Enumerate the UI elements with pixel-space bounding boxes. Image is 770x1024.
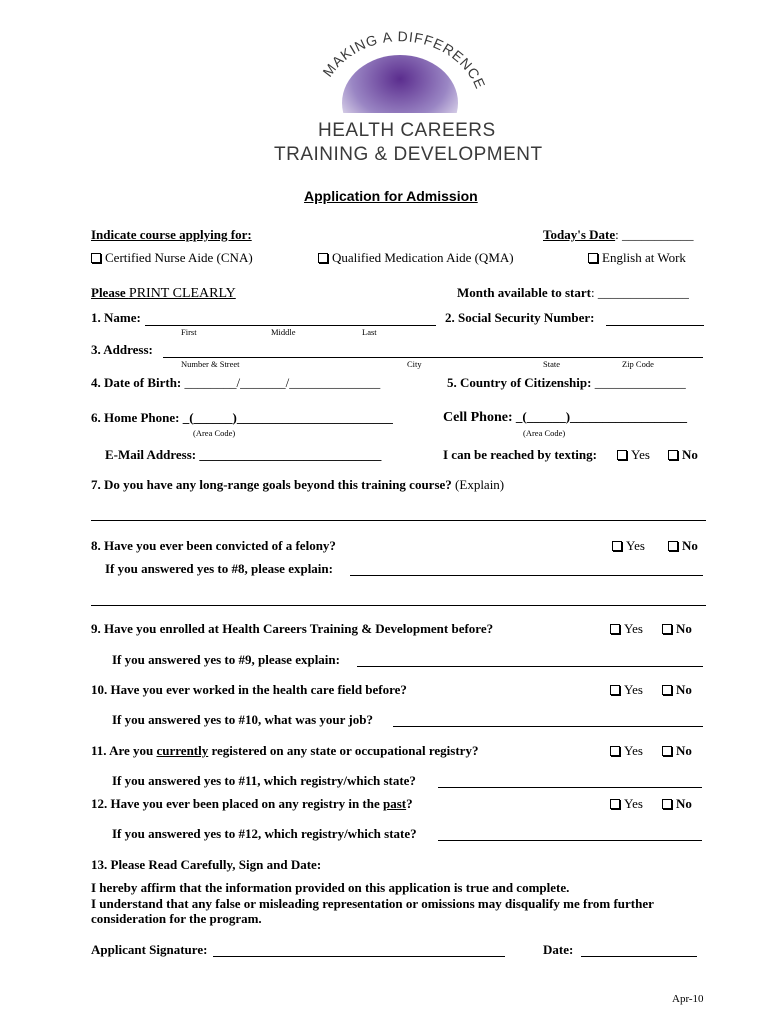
checkbox-icon[interactable] [91,253,101,263]
texting-yes[interactable]: Yes [617,447,650,463]
name-label: 1. Name: [91,310,141,325]
address-field[interactable] [163,357,703,358]
page-title: Application for Admission [304,188,478,204]
month-available[interactable]: Month available to start: ______________ [457,285,689,300]
q13-label: 13. Please Read Carefully, Sign and Date: [91,857,322,872]
q9-follow-label: If you answered yes to #9, please explain: [112,652,340,667]
q10-no[interactable]: No [662,682,692,698]
dob-field[interactable]: 4. Date of Birth: ________/_______/______________ [91,375,381,390]
citizenship-field[interactable]: 5. Country of Citizenship: ______________ [447,375,686,390]
address-sub-city: City [407,359,422,369]
address-label: 3. Address: [91,342,153,357]
q12-no[interactable]: No [662,796,692,812]
name-sub-last: Last [362,327,377,337]
todays-date[interactable]: Today's Date: ___________ [543,227,694,242]
address-sub-zip: Zip Code [622,359,654,369]
q9-label: 9. Have you enrolled at Health Careers Training & Development before? [91,621,494,636]
name-sub-middle: Middle [271,327,296,337]
logo-line-1: HEALTH CAREERS [318,120,496,141]
q9-no[interactable]: No [662,621,692,637]
q10-yes[interactable]: Yes [610,682,643,698]
q8-follow-field[interactable] [350,575,703,576]
course-option-english[interactable]: English at Work [588,250,686,266]
checkbox-icon[interactable] [662,685,672,695]
checkbox-icon[interactable] [662,624,672,634]
q8-label: 8. Have you ever been convicted of a felony? [91,538,336,553]
home-phone-field[interactable]: 6. Home Phone: _(______)________________________ [91,410,393,425]
checkbox-icon[interactable] [588,253,598,263]
footer-date: Apr-10 [672,993,704,1005]
checkbox-icon[interactable] [610,624,620,634]
q9-yes[interactable]: Yes [610,621,643,637]
signature-field[interactable] [213,956,505,957]
q10-follow-label: If you answered yes to #10, what was your job? [112,712,373,727]
ssn-label: 2. Social Security Number: [445,310,595,325]
q9-follow-field[interactable] [357,666,703,667]
course-label: Indicate course applying for: [91,227,252,242]
checkbox-icon[interactable] [610,685,620,695]
logo-arc-text: MAKING A DIFFERENCE [319,28,489,92]
q8-follow-label: If you answered yes to #8, please explain: [105,561,333,576]
checkbox-icon[interactable] [610,746,620,756]
q11-label: 11. Are you currently registered on any state or occupational registry? [91,743,479,758]
affirm-line-3: consideration for the program. [91,911,262,926]
course-option-qma[interactable]: Qualified Medication Aide (QMA) [318,250,514,266]
affirm-line-1: I hereby affirm that the information provided on this application is true and complete. [91,880,570,895]
checkbox-icon[interactable] [318,253,328,263]
q12-follow-label: If you answered yes to #12, which registry/which state? [112,826,417,841]
address-sub-state: State [543,359,560,369]
q10-follow-field[interactable] [393,726,703,727]
logo-line-2: TRAINING & DEVELOPMENT [274,144,543,165]
signature-date-field[interactable] [581,956,697,957]
q7-label: 7. Do you have any long-range goals beyond this training course? (Explain) [91,477,505,492]
q11-follow-field[interactable] [438,787,702,788]
q7-answer-line[interactable] [91,520,706,521]
checkbox-icon[interactable] [662,799,672,809]
q8-yes[interactable]: Yes [612,538,645,554]
checkbox-icon[interactable] [668,541,678,551]
course-option-cna[interactable]: Certified Nurse Aide (CNA) [91,250,253,266]
cell-phone-area-code: (Area Code) [523,428,566,438]
texting-label: I can be reached by texting: [443,447,597,462]
q8-no[interactable]: No [668,538,698,554]
print-clearly: Please PRINT CLEARLY [91,285,236,301]
q12-follow-field[interactable] [438,840,702,841]
checkbox-icon[interactable] [668,450,678,460]
q11-no[interactable]: No [662,743,692,759]
name-field[interactable] [145,325,436,326]
affirm-line-2: I understand that any false or misleading representation or omissions may disqualify me from further [91,896,654,911]
q11-follow-label: If you answered yes to #11, which registry/which state? [112,773,416,788]
address-sub-street: Number & Street [181,359,240,369]
ssn-field[interactable] [606,325,704,326]
email-field[interactable]: E-Mail Address: ____________________________ [105,447,382,462]
q11-yes[interactable]: Yes [610,743,643,759]
q12-yes[interactable]: Yes [610,796,643,812]
checkbox-icon[interactable] [610,799,620,809]
q8-answer-line[interactable] [91,605,706,606]
signature-label: Applicant Signature: [91,942,208,957]
checkbox-icon[interactable] [612,541,622,551]
name-sub-first: First [181,327,197,337]
cell-phone-field[interactable]: Cell Phone: _(______)__________________ [443,409,688,425]
texting-no[interactable]: No [668,447,698,463]
q12-label: 12. Have you ever been placed on any registry in the past? [91,796,413,811]
q10-label: 10. Have you ever worked in the health care field before? [91,682,407,697]
checkbox-icon[interactable] [617,450,627,460]
signature-date-label: Date: [543,942,574,957]
home-phone-area-code: (Area Code) [193,428,236,438]
checkbox-icon[interactable] [662,746,672,756]
